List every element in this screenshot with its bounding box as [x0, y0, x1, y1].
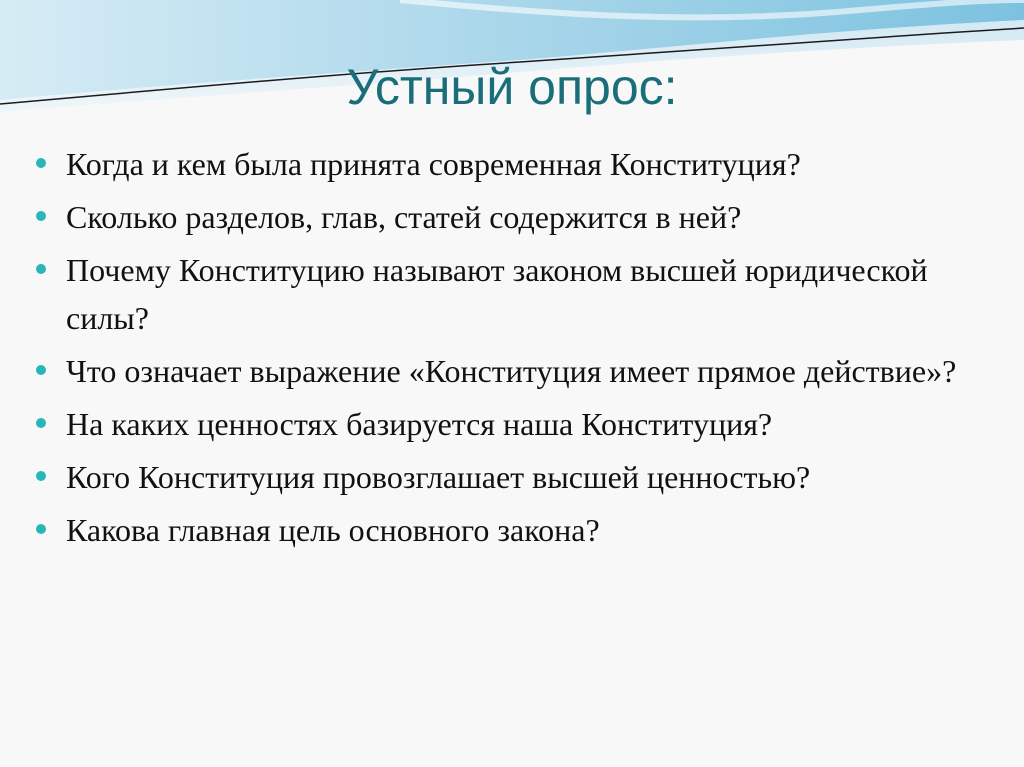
bullet-icon	[36, 471, 46, 481]
bullet-icon	[36, 264, 46, 274]
question-list	[64, 140, 1004, 559]
list-item	[64, 347, 1004, 395]
bullet-icon	[36, 211, 46, 221]
list-item-text: Почему Конституцию называют законом высшей юридической силы?	[66, 252, 928, 336]
list-item	[64, 506, 1004, 554]
list-item-text: На каких ценностях базируется наша Конституция?	[66, 406, 773, 442]
slide-title: Устный опрос:	[346, 59, 678, 115]
list-item	[64, 453, 1004, 501]
list-item	[64, 246, 1004, 342]
list-item-text: Какова главная цель основного закона?	[66, 512, 600, 548]
list-item	[64, 400, 1004, 448]
list-item-text: Сколько разделов, глав, статей содержится в ней?	[66, 199, 742, 235]
list-item	[64, 193, 1004, 241]
list-item-text: Когда и кем была принята современная Конституция?	[66, 146, 801, 182]
bullet-icon	[36, 365, 46, 375]
bullet-icon	[36, 418, 46, 428]
bullet-icon	[36, 158, 46, 168]
list-item	[64, 140, 1004, 188]
list-item-text: Что означает выражение «Конституция имеет прямое действие»?	[66, 353, 957, 389]
list-item-text: Кого Конституция провозглашает высшей ценностью?	[66, 459, 811, 495]
bullet-icon	[36, 524, 46, 534]
